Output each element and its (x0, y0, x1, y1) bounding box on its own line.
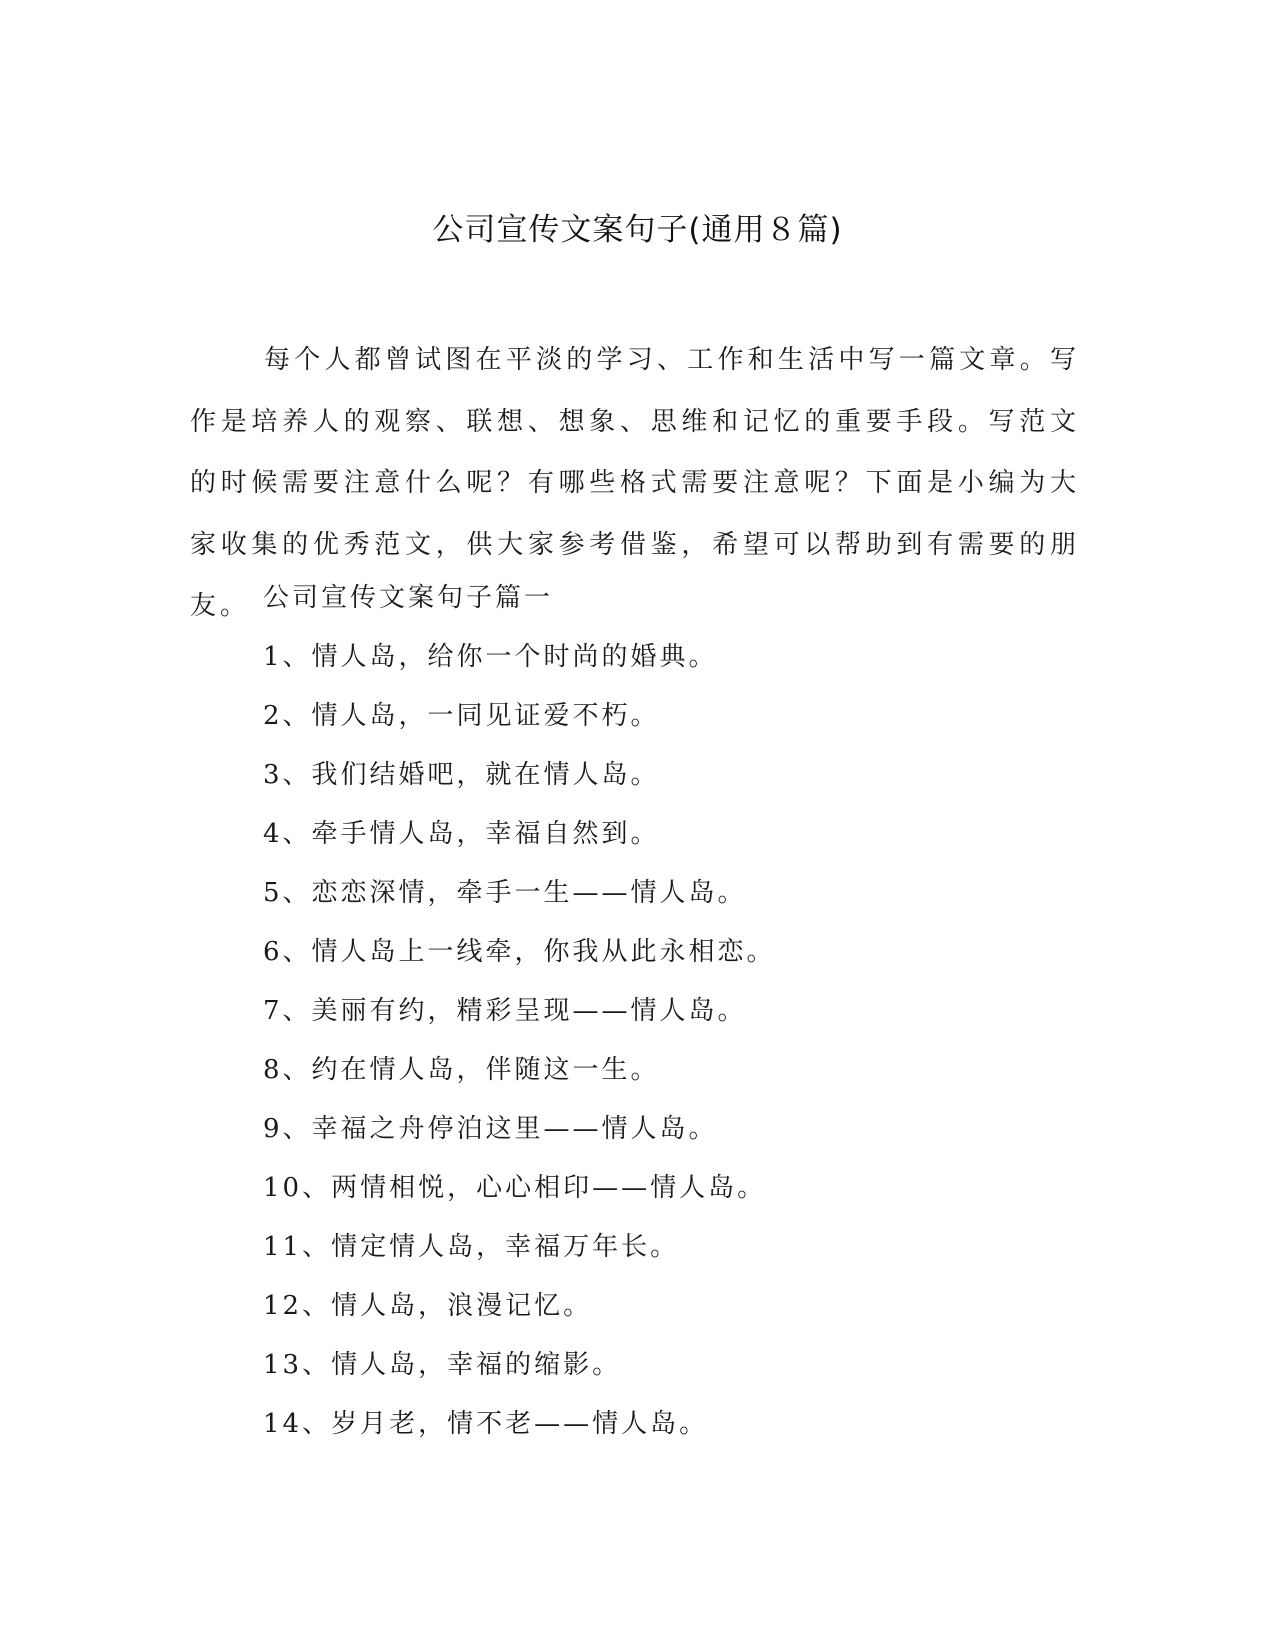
list-item: 1、情人岛，给你一个时尚的婚典。 (263, 642, 718, 672)
list-item: 13、情人岛，幸福的缩影。 (263, 1350, 622, 1380)
list-item: 7、美丽有约，精彩呈现——情人岛。 (263, 996, 747, 1026)
list-item: 3、我们结婚吧，就在情人岛。 (263, 760, 660, 790)
list-item: 14、岁月老，情不老——情人岛。 (263, 1409, 709, 1439)
list-item: 2、情人岛，一同见证爱不朽。 (263, 701, 660, 731)
document-title: 公司宣传文案句子(通用８篇) (432, 212, 843, 248)
list-item: 6、情人岛上一线牵，你我从此永相恋。 (263, 937, 776, 967)
list-item: 11、情定情人岛，幸福万年长。 (263, 1232, 680, 1262)
list-item: 8、约在情人岛，伴随这一生。 (263, 1055, 660, 1085)
intro-paragraph: 每个人都曾试图在平淡的学习、工作和生活中写一篇文章。写作是培养人的观察、联想、想象、思维和记忆的重要手段。写范文的时候需要注意什么呢？有哪些格式需要注意呢？下面是小编为大家收集的优秀范文，供大家参考借鉴，希望可以帮助到有需要的朋友。 (190, 345, 1080, 621)
list-item: 4、牵手情人岛，幸福自然到。 (263, 819, 660, 849)
list-item: 10、两情相悦，心心相印——情人岛。 (263, 1173, 767, 1203)
list-item: 9、幸福之舟停泊这里——情人岛。 (263, 1114, 718, 1144)
list-item: 12、情人岛，浪漫记忆。 (263, 1291, 593, 1321)
list-item: 5、恋恋深情，牵手一生——情人岛。 (263, 878, 747, 908)
section-heading: 公司宣传文案句子篇一 (263, 583, 554, 613)
